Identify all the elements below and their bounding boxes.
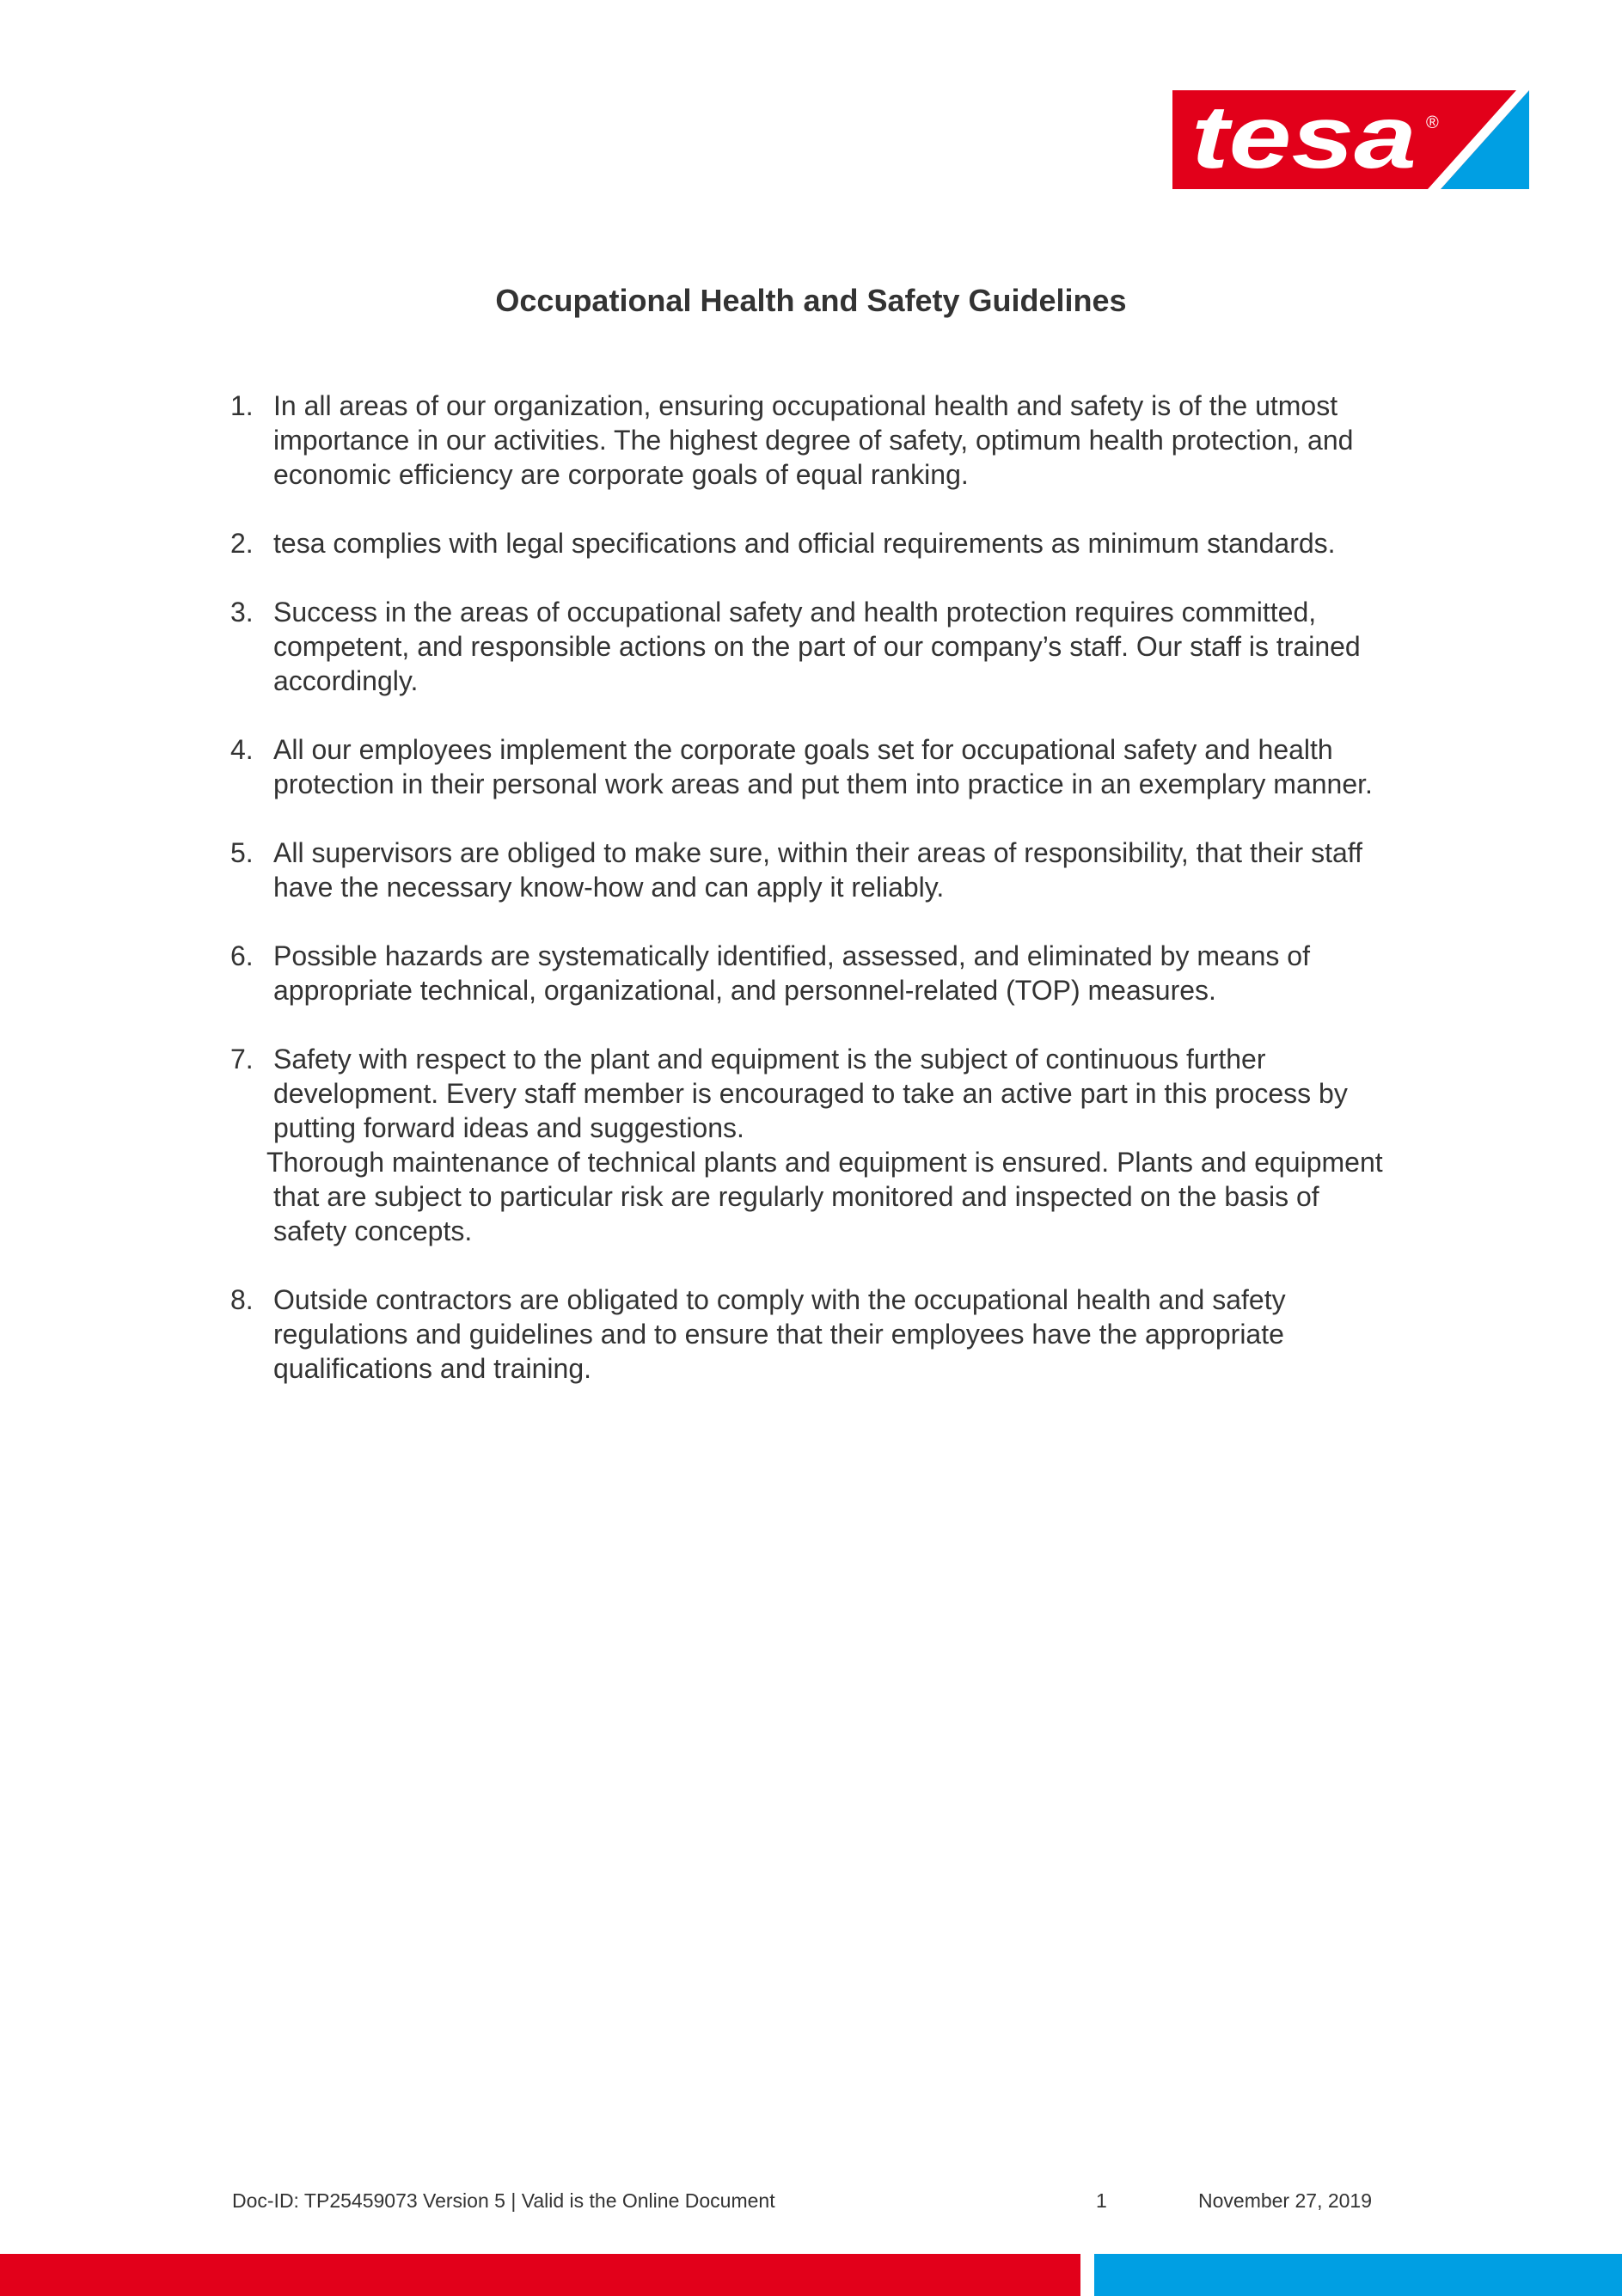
guideline-paragraph: tesa complies with legal specifications and official requirements as minimum standards.	[273, 528, 1336, 559]
guideline-number: 1.	[230, 390, 254, 421]
guideline-paragraph: All supervisors are obliged to make sure, within their areas of responsibility, that their staff have the necessary know-how and can apply it reliably.	[273, 837, 1362, 903]
guideline-number: 8.	[230, 1284, 254, 1315]
guideline-text	[273, 1283, 1399, 1386]
guideline-number: 6.	[230, 940, 254, 971]
footer-date: November 27, 2019	[1198, 2189, 1373, 2212]
guideline-number: 3.	[230, 597, 254, 628]
guidelines-list	[230, 389, 1399, 1420]
guideline-item	[230, 389, 1399, 492]
guideline-text	[273, 732, 1399, 801]
guideline-number: 7.	[230, 1044, 254, 1075]
guideline-paragraph: Success in the areas of occupational safety and health protection requires committed, competent, and responsible actions on the part of our company’s staff. Our staff is trained accordingly.	[273, 597, 1361, 696]
guideline-number: 4.	[230, 734, 254, 765]
guideline-paragraph: Outside contractors are obligated to comply with the occupational health and safety regulations and guidelines and to ensure that their employees have the appropriate qualifications and training.	[273, 1284, 1286, 1384]
guideline-text	[273, 595, 1399, 698]
guideline-paragraph: Possible hazards are systematically identified, assessed, and eliminated by means of appropriate technical, organizational, and personnel-related (TOP) measures.	[273, 940, 1310, 1006]
guideline-item	[230, 836, 1399, 904]
guideline-text	[273, 939, 1399, 1007]
footer-bar-red	[0, 2254, 1080, 2296]
guideline-paragraph: All our employees implement the corporate goals set for occupational safety and health protection in their personal work areas and put them into practice in an exemplary manner.	[273, 734, 1373, 799]
guideline-paragraph: Thorough maintenance of technical plants and equipment is ensured. Plants and equipment that are subject to particular risk are regularly monitored and inspected on the basis of safety concepts.	[266, 1147, 1383, 1246]
guideline-item	[230, 526, 1399, 560]
logo-wordmark: tesa	[1191, 90, 1417, 187]
logo-registered-mark: ®	[1426, 113, 1439, 132]
page-title: Occupational Health and Safety Guidelines	[495, 283, 1127, 318]
footer-page-number: 1	[1096, 2189, 1107, 2212]
guideline-number: 5.	[230, 837, 254, 868]
guideline-paragraph: Safety with respect to the plant and equipment is the subject of continuous further development. Every staff member is encouraged to take an active part in this process by putting forward ideas and suggestions.	[273, 1044, 1348, 1143]
guideline-text	[273, 836, 1399, 904]
guideline-item	[230, 595, 1399, 698]
guideline-text	[266, 1042, 1399, 1248]
guideline-text	[273, 389, 1399, 492]
guideline-item	[230, 939, 1399, 1007]
guideline-item	[230, 1283, 1399, 1386]
guideline-number: 2.	[230, 528, 254, 559]
guideline-text	[273, 526, 1399, 560]
tesa-logo	[1172, 90, 1529, 189]
guideline-item	[230, 1042, 1399, 1248]
guideline-paragraph: In all areas of our organization, ensuring occupational health and safety is of the utmost importance in our activities. The highest degree of safety, optimum health protection, and economic efficiency are corporate goals of equal ranking.	[273, 390, 1354, 490]
footer-bar-blue	[1094, 2254, 1622, 2296]
guideline-item	[230, 732, 1399, 801]
footer-doc-id: Doc-ID: TP25459073 Version 5 | Valid is the Online Document	[232, 2189, 775, 2212]
